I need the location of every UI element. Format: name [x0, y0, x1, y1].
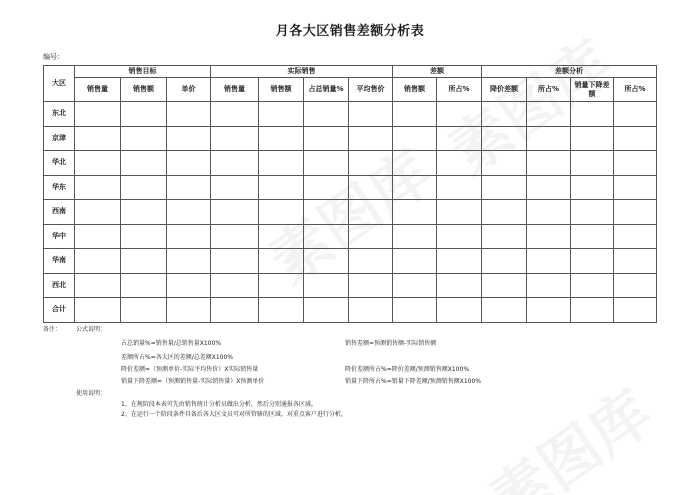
column-header: 所占%: [614, 78, 657, 102]
value-cell[interactable]: [304, 224, 349, 249]
value-cell[interactable]: [211, 200, 259, 225]
column-header: 所占%: [437, 78, 482, 102]
value-cell[interactable]: [571, 224, 614, 249]
value-cell[interactable]: [614, 249, 657, 274]
value-cell[interactable]: [614, 200, 657, 225]
value-cell[interactable]: [393, 224, 437, 249]
value-cell[interactable]: [75, 102, 121, 127]
value-cell[interactable]: [482, 151, 527, 176]
column-header: 所占%: [527, 78, 571, 102]
value-cell[interactable]: [75, 273, 121, 298]
value-cell[interactable]: [349, 273, 393, 298]
value-cell[interactable]: [393, 298, 437, 323]
value-cell[interactable]: [349, 298, 393, 323]
column-header: 销售量: [75, 78, 121, 102]
value-cell[interactable]: [75, 175, 121, 200]
region-cell: 京津: [44, 126, 75, 151]
value-cell[interactable]: [304, 151, 349, 176]
value-cell[interactable]: [75, 298, 121, 323]
table-row: [44, 249, 657, 274]
value-cell[interactable]: [211, 273, 259, 298]
region-cell: 华东: [44, 175, 75, 200]
value-cell[interactable]: [211, 224, 259, 249]
table-row: [44, 151, 657, 176]
formula-line: 销量下降所占%=销量下降差额/预测销售额X100%: [345, 378, 482, 385]
value-cell[interactable]: [393, 151, 437, 176]
value-cell[interactable]: [437, 273, 482, 298]
value-cell[interactable]: [527, 298, 571, 323]
value-cell[interactable]: [75, 126, 121, 151]
value-cell[interactable]: [393, 249, 437, 274]
value-cell[interactable]: [482, 200, 527, 225]
value-cell[interactable]: [167, 200, 211, 225]
value-cell[interactable]: [349, 151, 393, 176]
value-cell[interactable]: [482, 298, 527, 323]
value-cell[interactable]: [121, 151, 167, 176]
table-row: [44, 200, 657, 225]
value-cell[interactable]: [121, 298, 167, 323]
value-cell[interactable]: [304, 298, 349, 323]
value-cell[interactable]: [527, 175, 571, 200]
region-cell: 西南: [44, 200, 75, 225]
value-cell[interactable]: [304, 126, 349, 151]
group-header: 差额分析: [482, 66, 657, 78]
value-cell[interactable]: [614, 151, 657, 176]
region-cell: 合计: [44, 298, 75, 323]
table-row: [44, 102, 657, 127]
value-cell[interactable]: [393, 126, 437, 151]
value-cell[interactable]: [259, 151, 304, 176]
value-cell[interactable]: [349, 249, 393, 274]
value-cell[interactable]: [259, 126, 304, 151]
value-cell[interactable]: [527, 224, 571, 249]
table-row: [44, 126, 657, 151]
value-cell[interactable]: [349, 126, 393, 151]
value-cell[interactable]: [527, 200, 571, 225]
formula-line: 占总销量%=销售量/总销售量X100%: [121, 340, 222, 347]
value-cell[interactable]: [211, 151, 259, 176]
value-cell[interactable]: [167, 249, 211, 274]
value-cell[interactable]: [167, 175, 211, 200]
value-cell[interactable]: [304, 200, 349, 225]
value-cell[interactable]: [121, 102, 167, 127]
column-header: 降价差额: [482, 78, 527, 102]
formula-line: 差额所占%=各大区的差额/总差额X100%: [121, 354, 234, 361]
column-header: 占总销量%: [304, 78, 349, 102]
value-cell[interactable]: [527, 273, 571, 298]
value-cell[interactable]: [482, 249, 527, 274]
value-cell[interactable]: [437, 224, 482, 249]
value-cell[interactable]: [75, 249, 121, 274]
value-cell[interactable]: [393, 175, 437, 200]
value-cell[interactable]: [614, 298, 657, 323]
region-cell: 华北: [44, 151, 75, 176]
value-cell[interactable]: [259, 249, 304, 274]
value-cell[interactable]: [259, 298, 304, 323]
value-cell[interactable]: [211, 249, 259, 274]
value-cell[interactable]: [121, 273, 167, 298]
value-cell[interactable]: [437, 102, 482, 127]
value-cell[interactable]: [437, 249, 482, 274]
value-cell[interactable]: [614, 102, 657, 127]
value-cell[interactable]: [437, 151, 482, 176]
value-cell[interactable]: [121, 224, 167, 249]
column-header: 销售额: [259, 78, 304, 102]
value-cell[interactable]: [437, 298, 482, 323]
value-cell[interactable]: [393, 200, 437, 225]
value-cell[interactable]: [121, 249, 167, 274]
value-cell[interactable]: [167, 102, 211, 127]
value-cell[interactable]: [527, 126, 571, 151]
table-row: [44, 224, 657, 249]
page-title: 月各大区销售差额分析表: [275, 24, 425, 39]
value-cell[interactable]: [211, 102, 259, 127]
value-cell[interactable]: [571, 249, 614, 274]
value-cell[interactable]: [482, 175, 527, 200]
value-cell[interactable]: [304, 273, 349, 298]
usage-item: 1、在规阶段本表可先由销售统计分析员做出分析，然后分别通报各区域。: [121, 401, 317, 408]
value-cell[interactable]: [482, 273, 527, 298]
value-cell[interactable]: [167, 151, 211, 176]
table-row: [44, 298, 657, 323]
value-cell[interactable]: [167, 298, 211, 323]
column-header: 销售量: [211, 78, 259, 102]
value-cell[interactable]: [482, 102, 527, 127]
value-cell[interactable]: [393, 102, 437, 127]
value-cell[interactable]: [211, 298, 259, 323]
value-cell[interactable]: [571, 151, 614, 176]
value-cell[interactable]: [571, 102, 614, 127]
value-cell[interactable]: [571, 273, 614, 298]
value-cell[interactable]: [437, 200, 482, 225]
group-header: 差额: [393, 66, 482, 78]
value-cell[interactable]: [167, 224, 211, 249]
value-cell[interactable]: [349, 200, 393, 225]
usage-label: 使用说明：: [76, 390, 107, 397]
value-cell[interactable]: [349, 102, 393, 127]
value-cell[interactable]: [259, 175, 304, 200]
value-cell[interactable]: [167, 273, 211, 298]
value-cell[interactable]: [304, 175, 349, 200]
value-cell[interactable]: [304, 102, 349, 127]
value-cell[interactable]: [259, 273, 304, 298]
value-cell[interactable]: [304, 249, 349, 274]
value-cell[interactable]: [121, 200, 167, 225]
value-cell[interactable]: [75, 151, 121, 176]
column-header: 销售额: [121, 78, 167, 102]
column-header: 平均售价: [349, 78, 393, 102]
formula-line: 销售差额=预测销售额-实际销售额: [345, 340, 437, 347]
value-cell[interactable]: [527, 102, 571, 127]
column-header: 单价: [167, 78, 211, 102]
value-cell[interactable]: [259, 200, 304, 225]
value-cell[interactable]: [482, 224, 527, 249]
value-cell[interactable]: [571, 175, 614, 200]
formula-line: 降价差额=（预测单价-实际平均售价）X实际销售量: [121, 366, 259, 373]
value-cell[interactable]: [571, 298, 614, 323]
column-header: 销量下降差额: [571, 78, 614, 102]
value-cell[interactable]: [121, 126, 167, 151]
column-header: 销售额: [393, 78, 437, 102]
value-cell[interactable]: [75, 200, 121, 225]
group-header: 实际销售: [211, 66, 393, 78]
value-cell[interactable]: [211, 126, 259, 151]
value-cell[interactable]: [571, 126, 614, 151]
value-cell[interactable]: [482, 126, 527, 151]
value-cell[interactable]: [121, 175, 167, 200]
value-cell[interactable]: [259, 102, 304, 127]
value-cell[interactable]: [167, 126, 211, 151]
value-cell[interactable]: [259, 224, 304, 249]
value-cell[interactable]: [614, 224, 657, 249]
value-cell[interactable]: [211, 175, 259, 200]
value-cell[interactable]: [527, 249, 571, 274]
usage-item: 2、在运行一个阶段条件具备后各大区文员可对所管辖的区域、对重点客户进行分析。: [121, 411, 347, 418]
value-cell[interactable]: [437, 175, 482, 200]
remark-label: 备注：: [43, 326, 62, 333]
formula-line: 销量下降差额=（预测销售量-实际销售量）X预测单价: [121, 378, 265, 385]
value-cell[interactable]: [437, 126, 482, 151]
group-header: 销售目标: [75, 66, 211, 78]
formula-label: 公式说明：: [76, 326, 107, 333]
formula-line: 降价差额所占%=降价差额/预测销售额X100%: [345, 366, 470, 373]
value-cell[interactable]: [571, 200, 614, 225]
region-cell: 华中: [44, 224, 75, 249]
region-cell: 西北: [44, 273, 75, 298]
table-row: [44, 175, 657, 200]
region-cell: 东北: [44, 102, 75, 127]
sales-variance-table: [43, 65, 657, 323]
region-header: 大区: [44, 66, 75, 102]
table-row: [44, 273, 657, 298]
watermark-text: [470, 367, 667, 495]
value-cell[interactable]: [75, 224, 121, 249]
value-cell[interactable]: [614, 126, 657, 151]
doc-number-label: 编号：: [43, 53, 64, 61]
value-cell[interactable]: [349, 175, 393, 200]
region-cell: 华南: [44, 249, 75, 274]
value-cell[interactable]: [349, 224, 393, 249]
value-cell[interactable]: [614, 273, 657, 298]
value-cell[interactable]: [393, 273, 437, 298]
value-cell[interactable]: [614, 175, 657, 200]
value-cell[interactable]: [527, 151, 571, 176]
